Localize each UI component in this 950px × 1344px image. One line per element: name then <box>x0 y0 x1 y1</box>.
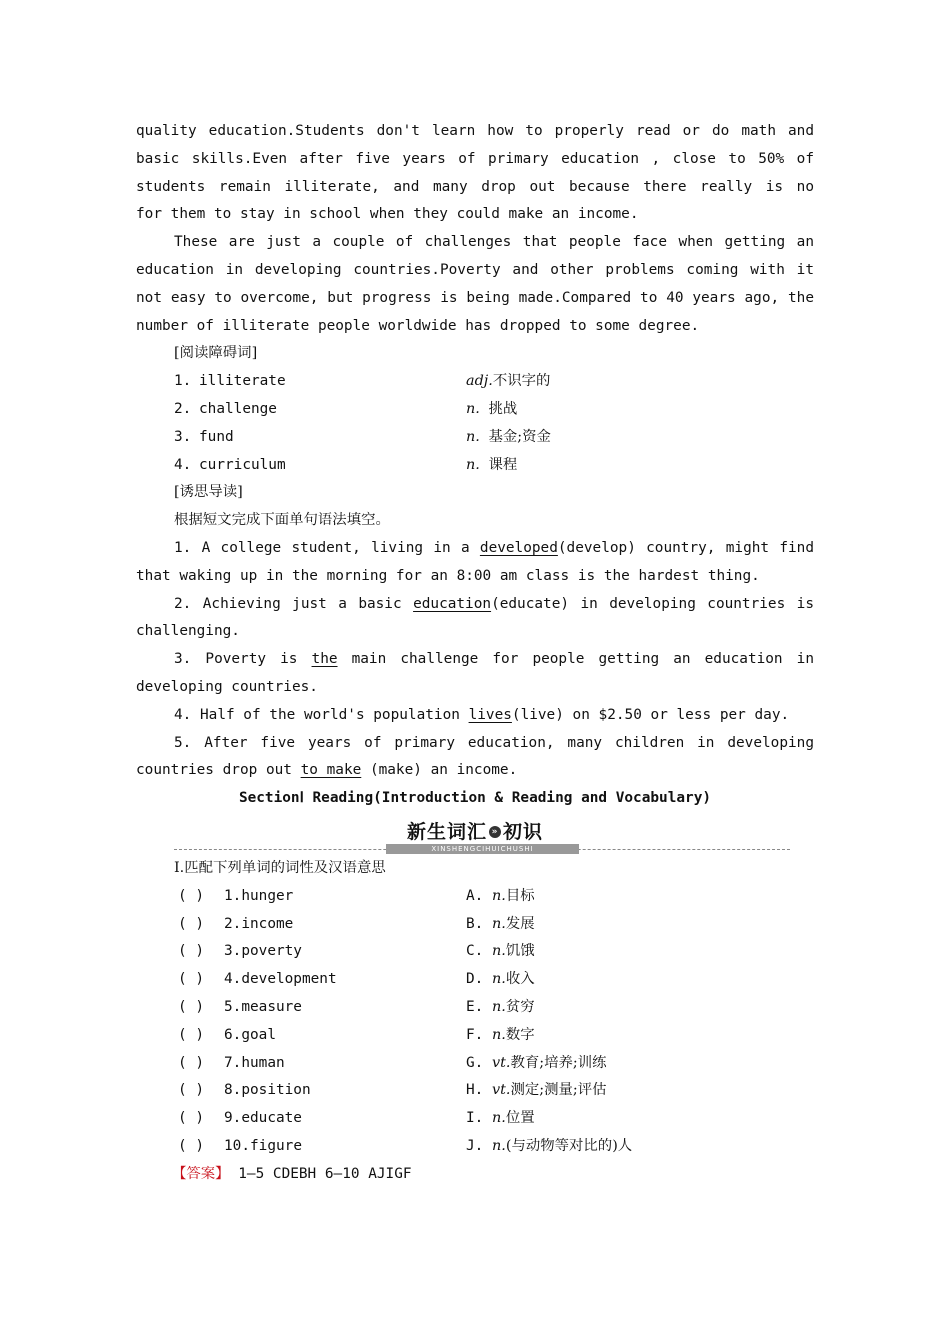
matching-item <box>136 1077 814 1105</box>
meaning-text: 目标 <box>505 887 535 904</box>
item-number: 10. <box>224 1137 250 1154</box>
vocab-item <box>136 424 814 452</box>
item-number: 7. <box>224 1054 242 1071</box>
matching-item <box>136 1133 814 1161</box>
question-text: (live) on $2.50 or less per day. <box>511 706 790 723</box>
question-4 <box>136 702 814 730</box>
answer-parentheses[interactable]: ( ) <box>178 971 204 988</box>
vocab-number: 3. <box>174 428 192 445</box>
meaning-text: 测定;测量;评估 <box>510 1082 607 1099</box>
question-line <box>136 646 814 674</box>
item-number: 8. <box>224 1082 242 1099</box>
vocab-list <box>136 368 814 479</box>
matching-meaning <box>466 994 535 1022</box>
question-2 <box>136 591 814 647</box>
vocab-word: curriculum <box>199 456 286 473</box>
matching-item <box>136 994 814 1022</box>
question-text: (educate) in developing countries is <box>491 595 814 612</box>
answer-parentheses[interactable]: ( ) <box>178 915 204 932</box>
question-text: 2. Achieving just a basic <box>174 595 414 612</box>
matching-item <box>136 1050 814 1078</box>
question-line: that waking up in the morning for an 8:00 am class is the hardest thing. <box>136 567 760 584</box>
answer-blank: developed <box>479 539 558 556</box>
meaning-text: (与动物等对比的)人 <box>505 1137 633 1154</box>
option-letter: J. <box>466 1137 484 1154</box>
part-of-speech: n. <box>492 1137 506 1154</box>
text-line: students remain illiterate, and many drop out because there really is no <box>136 178 814 195</box>
part-of-speech: n. <box>492 1026 506 1043</box>
option-letter: D. <box>466 971 484 988</box>
text-line: These are just a couple of challenges that people face when getting an <box>174 234 814 251</box>
matching-meaning <box>466 966 535 994</box>
text-line: for them to stay in school when they could make an income. <box>136 206 639 223</box>
text-line: education in developing countries.Poverty and other problems coming with it <box>136 261 814 278</box>
answer-text: 1—5 CDEBH 6—10 AJIGF <box>238 1165 412 1182</box>
option-letter: G. <box>466 1054 484 1071</box>
answer-parentheses[interactable]: ( ) <box>178 1054 204 1071</box>
answer-blank: the <box>311 651 338 668</box>
answer-parentheses[interactable]: ( ) <box>178 998 204 1015</box>
item-word: poverty <box>241 943 302 960</box>
meaning-text: 不识字的 <box>492 373 551 390</box>
part-of-speech: n. <box>492 887 506 904</box>
question-line: developing countries. <box>136 678 318 695</box>
meaning-text: 基金;资金 <box>488 428 551 445</box>
vocab-number: 4. <box>174 456 192 473</box>
question-text: 3. Poverty is <box>174 651 312 668</box>
matching-meaning <box>466 1105 535 1133</box>
meaning-text: 贫穷 <box>505 998 535 1015</box>
answer-parentheses[interactable]: ( ) <box>178 1026 204 1043</box>
answer-blank: lives <box>468 706 512 723</box>
option-letter: B. <box>466 915 484 932</box>
part-of-speech: n. <box>466 456 480 473</box>
part-of-speech: vt. <box>492 1082 511 1099</box>
vocab-number: 2. <box>174 400 192 417</box>
passage-paragraph-2 <box>136 229 814 340</box>
item-word: position <box>241 1082 311 1099</box>
matching-meaning <box>466 1077 607 1105</box>
banner-right-text: 初识 <box>503 820 544 843</box>
matching-word <box>224 1077 311 1105</box>
matching-item <box>136 966 814 994</box>
part-of-speech: n. <box>466 428 480 445</box>
matching-word <box>224 938 302 966</box>
vocab-item <box>136 452 814 480</box>
answer-parentheses[interactable]: ( ) <box>178 943 204 960</box>
vocab-meaning <box>466 452 517 480</box>
part-of-speech: n. <box>492 943 506 960</box>
vocab-item <box>136 396 814 424</box>
matching-item <box>136 1105 814 1133</box>
section-banner <box>136 813 814 875</box>
matching-instruction: Ⅰ.匹配下列单词的词性及汉语意思 <box>174 859 386 876</box>
guide-label: [诱思导读] <box>174 484 243 501</box>
text-line: not easy to overcome, but progress is being made.Compared to 40 years ago, the <box>136 289 814 306</box>
answer-parentheses[interactable]: ( ) <box>178 1082 204 1099</box>
matching-meaning <box>466 938 535 966</box>
question-text: 1. A college student, living in a <box>174 539 480 556</box>
text-line: quality education.Students don't learn how to properly read or do math and <box>136 123 814 139</box>
matching-meaning <box>466 1050 607 1078</box>
question-1 <box>136 535 814 591</box>
banner-pinyin: XINSHENGCIHUICHUSHI <box>386 844 579 854</box>
banner-heading <box>136 817 814 844</box>
text-line: number of illiterate people worldwide has dropped to some degree. <box>136 317 700 334</box>
option-letter: E. <box>466 998 484 1015</box>
matching-word <box>224 883 293 911</box>
meaning-text: 课程 <box>488 456 518 473</box>
document-page <box>136 118 814 1188</box>
question-3 <box>136 646 814 702</box>
answer-blank: to make <box>300 762 362 779</box>
part-of-speech: n. <box>492 971 506 988</box>
matching-word <box>224 994 302 1022</box>
vocab-meaning <box>466 396 517 424</box>
part-of-speech: vt. <box>492 1054 511 1071</box>
vocab-item <box>136 368 814 396</box>
option-letter: F. <box>466 1026 484 1043</box>
vocab-meaning <box>466 424 551 452</box>
matching-meaning <box>466 1022 535 1050</box>
question-text: (develop) country, might find <box>557 539 814 556</box>
passage-paragraph-1 <box>136 118 814 229</box>
item-word: human <box>241 1054 285 1071</box>
part-of-speech: n. <box>492 915 506 932</box>
answer-tag: 【答案】 <box>172 1165 230 1182</box>
option-letter: A. <box>466 887 484 904</box>
question-line: 5. After five years of primary education, many children in developing <box>174 734 814 751</box>
answer-blank: education <box>413 595 492 612</box>
item-number: 5. <box>224 998 242 1015</box>
question-text: countries drop out <box>136 762 301 779</box>
question-text: (make) an income. <box>361 762 518 779</box>
option-letter: I. <box>466 1110 484 1127</box>
part-of-speech: adj. <box>466 373 493 390</box>
matching-word <box>224 1050 285 1078</box>
meaning-text: 挑战 <box>488 400 518 417</box>
banner-left-text: 新生词汇 <box>406 820 487 843</box>
section-title: SectionⅠ Reading(Introduction & Reading and Vocabulary) <box>238 790 712 807</box>
question-line <box>136 591 814 619</box>
answer-line <box>136 1161 814 1189</box>
matching-word <box>224 1105 302 1133</box>
matching-list <box>136 883 814 1161</box>
matching-meaning <box>466 911 535 939</box>
item-word: goal <box>241 1026 276 1043</box>
question-line <box>136 757 814 785</box>
item-word: measure <box>241 998 302 1015</box>
meaning-text: 教育;培养;训练 <box>510 1054 607 1071</box>
vocab-number: 1. <box>174 373 192 390</box>
answer-parentheses[interactable]: ( ) <box>178 887 204 904</box>
answer-parentheses[interactable]: ( ) <box>178 1110 204 1127</box>
option-letter: C. <box>466 943 484 960</box>
part-of-speech: n. <box>492 998 506 1015</box>
vocab-word: challenge <box>199 400 277 417</box>
item-number: 4. <box>224 971 242 988</box>
question-text: 4. Half of the world's population <box>174 706 469 723</box>
item-number: 3. <box>224 943 242 960</box>
item-word: figure <box>250 1137 302 1154</box>
meaning-text: 发展 <box>505 915 535 932</box>
matching-item <box>136 1022 814 1050</box>
matching-word <box>224 1133 302 1161</box>
part-of-speech: n. <box>466 400 480 417</box>
item-word: educate <box>241 1110 302 1127</box>
meaning-text: 数字 <box>505 1026 535 1043</box>
arrow-right-icon: » <box>489 826 501 838</box>
matching-meaning <box>466 883 535 911</box>
matching-item <box>136 883 814 911</box>
matching-word <box>224 966 337 994</box>
meaning-text: 饥饿 <box>505 943 535 960</box>
part-of-speech: n. <box>492 1110 506 1127</box>
question-line: challenging. <box>136 623 240 640</box>
matching-meaning <box>466 1133 632 1161</box>
matching-item <box>136 911 814 939</box>
question-text: main challenge for people getting an education in <box>337 651 814 668</box>
guide-instruction: 根据短文完成下面单句语法填空。 <box>174 512 390 529</box>
answer-parentheses[interactable]: ( ) <box>178 1137 204 1154</box>
item-number: 6. <box>224 1026 242 1043</box>
option-letter: H. <box>466 1082 484 1099</box>
meaning-text: 收入 <box>505 971 535 988</box>
item-number: 9. <box>224 1110 242 1127</box>
question-line <box>136 535 814 563</box>
vocab-word: illiterate <box>199 373 286 390</box>
item-word: hunger <box>241 887 294 904</box>
matching-item <box>136 938 814 966</box>
vocab-label: [阅读障碍词] <box>174 345 258 362</box>
vocab-word: fund <box>199 428 234 445</box>
question-5 <box>136 730 814 786</box>
item-number: 1. <box>224 887 242 904</box>
question-line <box>136 702 814 730</box>
item-word: development <box>241 971 337 988</box>
vocab-meaning <box>466 368 550 396</box>
meaning-text: 位置 <box>505 1110 535 1127</box>
matching-word <box>224 1022 276 1050</box>
text-line: basic skills.Even after five years of primary education , close to 50% of <box>136 150 814 167</box>
matching-word <box>224 911 293 939</box>
item-word: income <box>241 915 294 932</box>
item-number: 2. <box>224 915 242 932</box>
